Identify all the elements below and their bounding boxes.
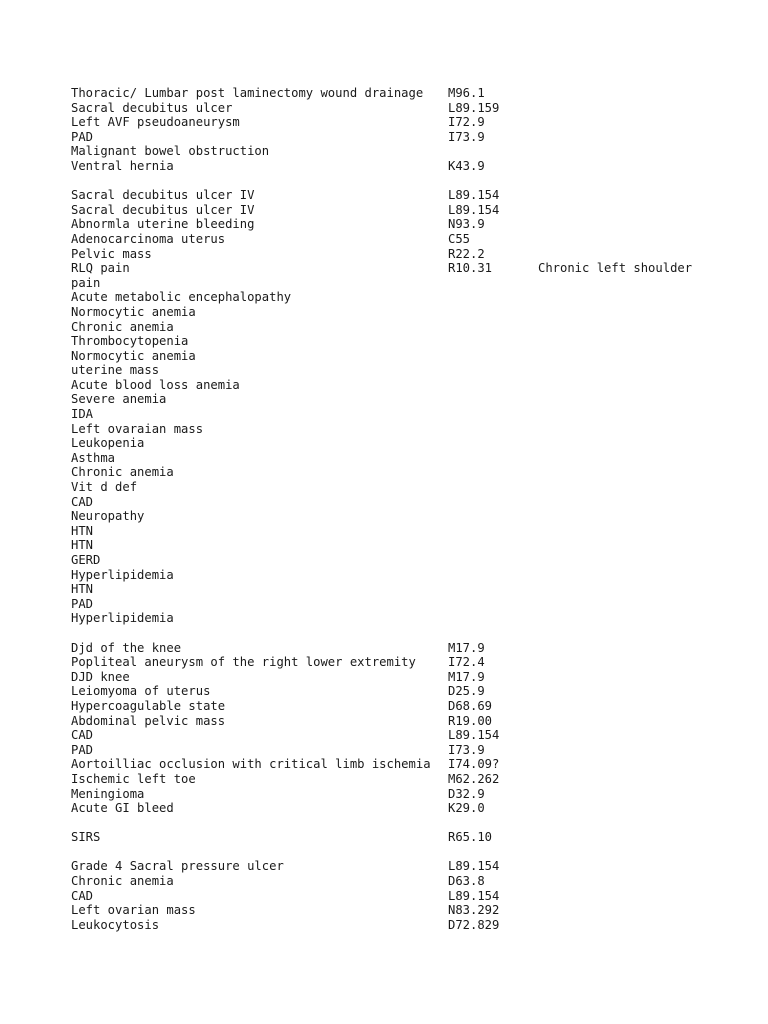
diagnosis-text: Pelvic mass	[71, 246, 152, 261]
diagnosis-text: pain	[71, 275, 101, 290]
diagnosis-text: Hyperlipidemia	[71, 567, 174, 582]
diagnosis-text: Hypercoagulable state	[71, 698, 226, 713]
diagnosis-row	[71, 261, 731, 276]
diagnosis-text: Popliteal aneurysm of the right lower extremity	[71, 655, 416, 670]
diagnosis-text: Grade 4 Sacral pressure ulcer	[71, 859, 284, 874]
diagnosis-text: Asthma	[71, 450, 116, 465]
icd-code: L89.154	[448, 188, 500, 203]
diagnosis-row	[71, 334, 731, 349]
diagnosis-text: DJD knee	[71, 669, 130, 684]
diagnosis-row	[71, 320, 731, 335]
diagnosis-row	[71, 538, 731, 553]
diagnosis-text: Meningioma	[71, 786, 145, 801]
diagnosis-text: Left ovaraian mass	[71, 421, 204, 436]
icd-code: L89.159	[448, 100, 500, 115]
diagnosis-row	[71, 276, 731, 291]
diagnosis-text: Sacral decubitus ulcer	[71, 100, 233, 115]
diagnosis-row	[71, 247, 731, 262]
diagnosis-text: Left ovarian mass	[71, 903, 196, 918]
diagnosis-row	[71, 787, 731, 802]
diagnosis-row	[71, 349, 731, 364]
diagnosis-text: Ischemic left toe	[71, 771, 196, 786]
diagnosis-row	[71, 217, 731, 232]
diagnosis-row	[71, 874, 731, 889]
diagnosis-row	[71, 859, 731, 874]
icd-code: I73.9	[448, 742, 485, 757]
diagnosis-text: Normocytic anemia	[71, 304, 196, 319]
diagnosis-text: CAD	[71, 888, 94, 903]
icd-code: L89.154	[448, 728, 500, 743]
diagnosis-row	[71, 363, 731, 378]
diagnosis-text: RLQ pain	[71, 261, 130, 276]
icd-code: L89.154	[448, 888, 500, 903]
diagnosis-text: Chronic anemia	[71, 319, 174, 334]
diagnosis-text: Acute blood loss anemia	[71, 377, 240, 392]
diagnosis-row	[71, 101, 731, 116]
icd-code: I72.4	[448, 655, 485, 670]
diagnosis-text: PAD	[71, 742, 94, 757]
icd-code: R10.31	[448, 261, 493, 276]
diagnosis-row	[71, 903, 731, 918]
diagnosis-row	[71, 407, 731, 422]
diagnosis-text: Djd of the knee	[71, 640, 182, 655]
icd-code: D72.829	[448, 917, 500, 932]
icd-code: I74.09?	[448, 757, 500, 772]
diagnosis-text: SIRS	[71, 830, 101, 845]
block-separator	[71, 174, 731, 189]
icd-code: D32.9	[448, 786, 485, 801]
diagnosis-row	[71, 699, 731, 714]
diagnosis-text: Normocytic anemia	[71, 348, 196, 363]
icd-code: I72.9	[448, 115, 485, 130]
icd-code: D63.8	[448, 874, 485, 889]
diagnosis-row	[71, 509, 731, 524]
diagnosis-row	[71, 451, 731, 466]
diagnosis-row	[71, 86, 731, 101]
diagnosis-text: Severe anemia	[71, 392, 167, 407]
diagnosis-row	[71, 305, 731, 320]
diagnosis-row	[71, 524, 731, 539]
diagnosis-row	[71, 159, 731, 174]
diagnosis-row	[71, 684, 731, 699]
diagnosis-row	[71, 553, 731, 568]
icd-code: L89.154	[448, 859, 500, 874]
diagnosis-row	[71, 743, 731, 758]
diagnosis-text: Thrombocytopenia	[71, 334, 189, 349]
diagnosis-row	[71, 611, 731, 626]
diagnosis-text: Vit d def	[71, 480, 138, 495]
icd-code: N93.9	[448, 217, 485, 232]
diagnosis-row	[71, 203, 731, 218]
diagnosis-row	[71, 582, 731, 597]
icd-code: R65.10	[448, 830, 493, 845]
diagnosis-text: Aortoilliac occlusion with critical limb ischemia	[71, 757, 431, 772]
diagnosis-text: Malignant bowel obstruction	[71, 144, 270, 159]
diagnosis-row	[71, 378, 731, 393]
diagnosis-row	[71, 422, 731, 437]
diagnosis-row	[71, 918, 731, 933]
diagnosis-row	[71, 889, 731, 904]
icd-code: D68.69	[448, 698, 493, 713]
diagnosis-row	[71, 728, 731, 743]
diagnosis-text: Chronic anemia	[71, 465, 174, 480]
icd-code: M96.1	[448, 86, 485, 100]
diagnosis-row	[71, 144, 731, 159]
icd-code: R22.2	[448, 246, 485, 261]
icd-code: I73.9	[448, 129, 485, 144]
diagnosis-text: uterine mass	[71, 363, 160, 378]
diagnosis-row	[71, 597, 731, 612]
diagnosis-row	[71, 436, 731, 451]
block-separator	[71, 816, 731, 831]
diagnosis-text: CAD	[71, 494, 94, 509]
diagnosis-text: Ventral hernia	[71, 158, 174, 173]
diagnosis-row	[71, 641, 731, 656]
diagnosis-text: HTN	[71, 538, 94, 553]
diagnosis-row	[71, 188, 731, 203]
diagnosis-text: Leukocytosis	[71, 917, 160, 932]
diagnosis-text: Acute GI bleed	[71, 801, 174, 816]
diagnosis-text: Hyperlipidemia	[71, 611, 174, 626]
diagnosis-code-list	[71, 86, 731, 932]
icd-code: K29.0	[448, 801, 485, 816]
icd-code: M62.262	[448, 771, 500, 786]
diagnosis-row	[71, 480, 731, 495]
diagnosis-text: Leukopenia	[71, 436, 145, 451]
diagnosis-text: Neuropathy	[71, 509, 145, 524]
icd-code: R19.00	[448, 713, 493, 728]
diagnosis-row	[71, 495, 731, 510]
icd-code: D25.9	[448, 684, 485, 699]
diagnosis-row	[71, 465, 731, 480]
diagnosis-text: Abdominal pelvic mass	[71, 713, 226, 728]
diagnosis-row	[71, 232, 731, 247]
diagnosis-text: Left AVF pseudoaneurysm	[71, 115, 240, 130]
diagnosis-text: IDA	[71, 407, 94, 422]
icd-code: N83.292	[448, 903, 500, 918]
block-separator	[71, 626, 731, 641]
icd-code: K43.9	[448, 158, 485, 173]
diagnosis-text: PAD	[71, 596, 94, 611]
diagnosis-text: GERD	[71, 553, 101, 567]
diagnosis-text: Leiomyoma of uterus	[71, 684, 211, 699]
diagnosis-text: Thoracic/ Lumbar post laminectomy wound drainage	[71, 86, 424, 100]
diagnosis-text: PAD	[71, 129, 94, 144]
diagnosis-row	[71, 830, 731, 845]
icd-code: L89.154	[448, 202, 500, 217]
diagnosis-row	[71, 655, 731, 670]
diagnosis-row	[71, 130, 731, 145]
diagnosis-row	[71, 801, 731, 816]
diagnosis-row	[71, 714, 731, 729]
diagnosis-text: Acute metabolic encephalopathy	[71, 290, 292, 305]
diagnosis-text: CAD	[71, 728, 94, 743]
diagnosis-text: Sacral decubitus ulcer IV	[71, 202, 255, 217]
diagnosis-text: HTN	[71, 523, 94, 538]
icd-code: C55	[448, 231, 471, 246]
diagnosis-row	[71, 757, 731, 772]
diagnosis-text: Adenocarcinoma uterus	[71, 231, 226, 246]
diagnosis-row	[71, 290, 731, 305]
diagnosis-text: HTN	[71, 582, 94, 597]
diagnosis-row	[71, 670, 731, 685]
diagnosis-row	[71, 568, 731, 583]
diagnosis-row	[71, 392, 731, 407]
diagnosis-text: Sacral decubitus ulcer IV	[71, 188, 255, 203]
extra-note: Chronic left shoulder	[538, 261, 693, 276]
diagnosis-row	[71, 772, 731, 787]
icd-code: M17.9	[448, 640, 485, 655]
diagnosis-text: Abnormla uterine bleeding	[71, 217, 255, 232]
block-separator	[71, 845, 731, 860]
diagnosis-text: Chronic anemia	[71, 874, 174, 889]
icd-code: M17.9	[448, 669, 485, 684]
diagnosis-row	[71, 115, 731, 130]
